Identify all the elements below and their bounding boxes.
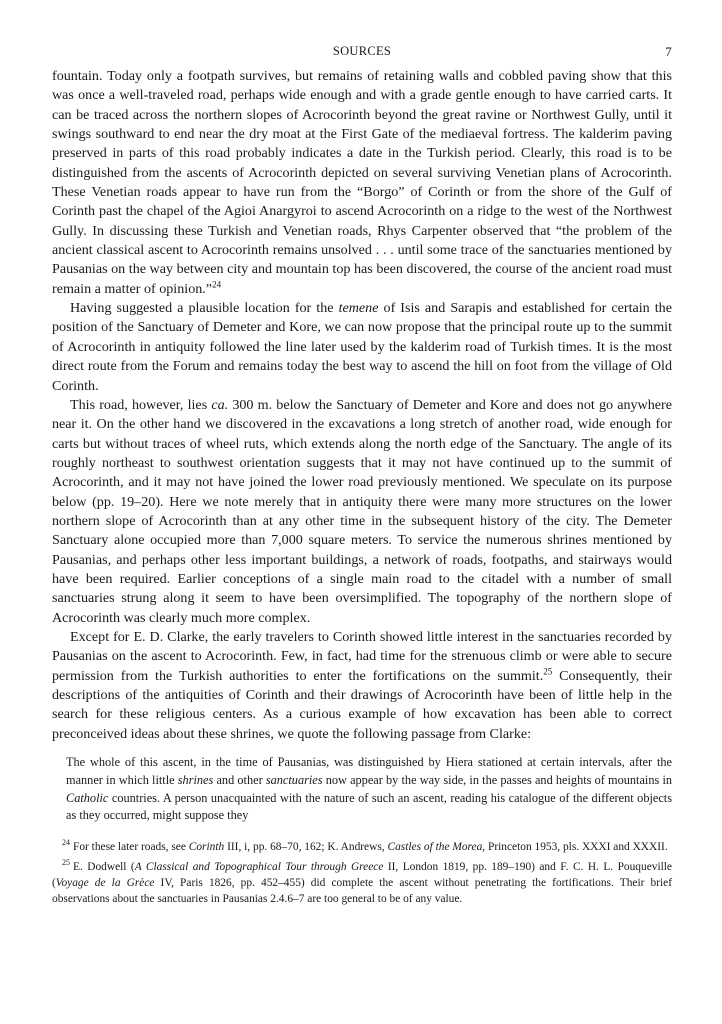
quote-text-a: The whole of this ascent, in the time of Pausanias, was distinguished by Hiera stationed at certain intervals, after the manner in which little xyxy=(66,755,672,787)
footnote-25-number: 25 xyxy=(62,858,70,868)
body-text xyxy=(52,67,672,744)
footnote-24-text-b: III, i, pp. 68–70, 162; K. Andrews, xyxy=(224,841,388,854)
footnote-24-number: 24 xyxy=(62,838,70,848)
footnotes xyxy=(52,839,672,907)
quote-emphasis-sanctuaries: sanctuaries xyxy=(265,772,323,787)
footnote-25-title-tour: A Classical and Topographical Tour through Greece xyxy=(134,861,384,874)
footnote-25 xyxy=(52,859,672,907)
running-head xyxy=(52,44,672,66)
paragraph-2 xyxy=(52,299,672,396)
page-number: 7 xyxy=(665,44,672,59)
running-title: SOURCES xyxy=(332,44,392,58)
quote-emphasis-shrines: shrines xyxy=(177,772,214,787)
block-quote xyxy=(66,754,672,825)
paragraph-4 xyxy=(52,628,672,744)
paragraph-3-text-b: 300 m. below the Sanctuary of Demeter and Kore and does not go anywhere near it. On the other hand we discovered in the excavations a long stretch of another road, wide enough for carts but without traces of wheel ruts, which extends along the north edge of the Sanctuary. The angle of its roughly northeast to southwest orientation suggests that it may not have continued up to the summit of Acrocorinth, and it may not have joined the lower road previously mentioned. We speculate on its purpose below (pp. 19–20). Here we note merely that in antiquity there were many more structures on the lower northern slope of Acrocorinth than at any other time in the subsequent history of the city. The Demeter Sanctuary alone occupied more than 7,000 square meters. To service the numerous shrines mentioned by Pausanias, and perhaps other less important buildings, a network of roads, footpaths, and stairways would have been required. Earlier conceptions of a single main road to the citadel with a number of small sanctuaries strung along it seem to have been oversimplified. The topography of the northern slope of Acrocorinth was clearly much more complex. xyxy=(52,396,672,626)
footnote-24-title-castles: Castles of the Morea xyxy=(387,841,483,854)
paragraph-4-text-b: Consequently, their descriptions of the antiquities of Corinth and their drawings of Acrocorinth have been of little help in the search for these religious centers. As a curious example of how excavation has been able to correct preconceived ideas about these shrines, we quote the following passage from Clarke: xyxy=(52,667,672,742)
footnote-25-text-a: E. Dodwell ( xyxy=(73,861,135,874)
paragraph-1 xyxy=(52,67,672,299)
footnote-24 xyxy=(52,839,672,855)
footnote-24-title-corinth: Corinth xyxy=(188,841,225,854)
footnote-24-text-c: , Princeton 1953, pls. XXXI and XXXII. xyxy=(482,841,668,854)
footnote-25-text-c: IV, Paris 1826, pp. 452–455) did complete the ascent without penetrating the fortifications. Their brief observations about the sanctuaries in Pausanias 2.4.6–7 are too general to be of any value. xyxy=(52,877,673,906)
footnote-25-text-b: II, London 1819, pp. 189–190) and F. C. H. L. Pouqueville ( xyxy=(52,861,672,890)
quote-text-b: and other xyxy=(213,772,266,787)
paragraph-2-text-a: Having suggested a plausible location for the xyxy=(70,300,339,317)
paragraph-2-text-b: of Isis and Sarapis and established for certain the position of the Sanctuary of Demeter and Kore, we can now propose that the principal route up to the summit of Acrocorinth in antiquity followed the line later used by the kalderim road of Turkish times. It is the most direct route from the Forum and remains today the best way to ascend the hill on foot from the village of Old Corinth. xyxy=(52,300,672,394)
quote-emphasis-catholic: Catholic xyxy=(66,790,109,805)
paragraph-3 xyxy=(52,396,672,628)
paragraph-3-text-a: This road, however, lies xyxy=(70,396,212,413)
footnote-24-text-a: For these later roads, see xyxy=(73,841,189,854)
footnote-ref-24[interactable]: 24 xyxy=(212,279,222,290)
page xyxy=(52,44,672,911)
paragraph-4-text-a: Except for E. D. Clarke, the early travelers to Corinth showed little interest in the sanctuaries recorded by Pausanias on the ascent to Acrocorinth. Few, in fact, had time for the strenuous climb or were able to secure permission from the Turkish authorities to enter the fortifications on the summit. xyxy=(52,628,672,684)
paragraph-1-text: fountain. Today only a footpath survives, but remains of retaining walls and cobbled paving show that this was once a well-traveled road, perhaps wide enough and with a grade gentle enough to have carried carts. It can be traced across the northern slopes of Acrocorinth beyond the great ravine or Northwest Gully, until it swings southward to end near the dry moat at the First Gate of the mediaeval fortress. The kalderim paving preserved in parts of this road probably indicates a date in the Turkish period. Clearly, this road is to be distinguished from the ascents of Acrocorinth depicted on several surviving Venetian plans of Acrocorinth. These Venetian roads appear to have run from the “Borgo” of Corinth or from the shore of the Gulf of Corinth past the chapel of the Agioi Anargyroi to ascend Acrocorinth on a ridge to the west of the Northwest Gully. In discussing these Turkish and Venetian roads, Rhys Carpenter observed that “the problem of the ancient classical ascent to Acrocorinth remains unsolved . . . until some trace of the sanctuaries mentioned by Pausanias on the way between city and mountain top has been discovered, the course of the ancient road must remain a matter of opinion.” xyxy=(52,68,672,297)
paragraph-2-emphasis: temene xyxy=(338,300,379,317)
quote-text-d: countries. A person unacquainted with the nature of such an ascent, reading his catalogue of the different objects as they occurred, might suppose they xyxy=(66,790,672,823)
footnote-ref-25[interactable]: 25 xyxy=(543,665,553,676)
quote-text-c: now appear by the way side, in the passes and heights of mountains in xyxy=(322,772,673,787)
paragraph-3-emphasis: ca. xyxy=(211,396,229,413)
footnote-25-title-voyage: Voyage de la Grèce xyxy=(55,877,155,890)
